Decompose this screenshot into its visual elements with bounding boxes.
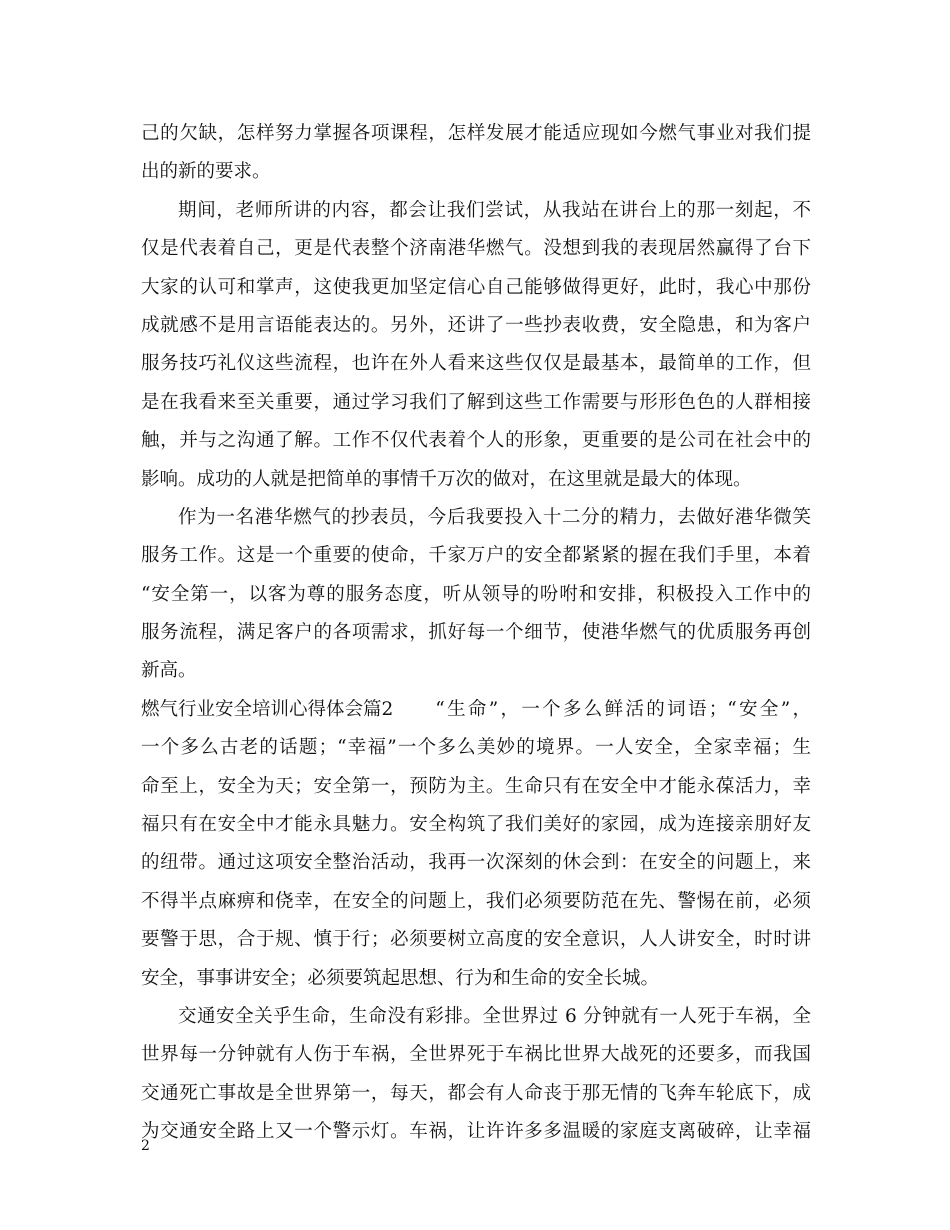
paragraph-2-line-3: 大家的认可和掌声，这使我更加坚定信心自己能够做得更好，此时，我心中那份 (141, 276, 811, 298)
paragraph-3-line-5: 新高。 (141, 660, 197, 682)
paragraph-2-line-7: 触，并与之沟通了解。工作不仅代表着个人的形象，更重要的是公司在社会中的 (141, 430, 811, 452)
section-2-first-line-text: “生命”，一个多么鲜活的词语；“安全”， (435, 698, 811, 720)
paragraph-2-line-5: 服务技巧礼仪这些流程，也许在外人看来这些仅仅是最基本，最简单的工作，但 (141, 353, 811, 375)
paragraph-5-line-1: 交通安全关乎生命，生命没有彩排。全世界过 6 分钟就有一人死于车祸，全 (178, 1005, 811, 1027)
section-2-line-7: 要警于思，合于规、慎于行；必须要树立高度的安全意识，人人讲安全，时时讲 (141, 929, 811, 951)
paragraph-2-line-2: 仅是代表着自己，更是代表整个济南港华燃气。没想到我的表现居然赢得了台下 (141, 238, 811, 260)
page-number: 2 (141, 1138, 150, 1154)
section-2-line-3: 命至上，安全为天；安全第一，预防为主。生命只有在安全中才能永葆活力，幸 (141, 775, 811, 797)
paragraph-2-line-1: 期间，老师所讲的内容，都会让我们尝试，从我站在讲台上的那一刻起，不 (178, 199, 811, 221)
section-2-line-6: 不得半点麻痹和侥幸，在安全的问题上，我们必须要防范在先、警惕在前，必须 (141, 890, 811, 912)
paragraph-2-line-6: 是在我看来至关重要，通过学习我们了解到这些工作需要与形形色色的人群相接 (141, 391, 811, 413)
paragraph-3-line-1: 作为一名港华燃气的抄表员，今后我要投入十二分的精力，去做好港华微笑 (178, 506, 811, 528)
paragraph-5-line-3: 交通死亡事故是全世界第一，每天，都会有人命丧于那无情的飞奔车轮底下，成 (141, 1082, 811, 1104)
section-2-first-line (141, 691, 811, 729)
paragraph-1-line-1: 己的欠缺，怎样努力掌握各项课程，怎样发展才能适应现如今燃气事业对我们提 (141, 123, 811, 144)
paragraph-3-line-4: 服务流程，满足客户的各项需求，抓好每一个细节，使港华燃气的优质服务再创 (141, 622, 811, 644)
paragraph-5-line-2: 世界每一分钟就有人伤于车祸，全世界死于车祸比世界大战死的还要多，而我国 (141, 1044, 811, 1066)
paragraph-5-line-4: 为交通安全路上又一个警示灯。车祸，让许许多多温暖的家庭支离破碎，让幸福 (141, 1121, 811, 1143)
paragraph-1-line-2: 出的新的要求。 (141, 161, 271, 183)
paragraph-3-line-2: 服务工作。这是一个重要的使命，千家万户的安全都紧紧的握在我们手里，本着 (141, 545, 811, 567)
paragraph-2-line-4: 成就感不是用言语能表达的。另外，还讲了一些抄表收费，安全隐患，和为客户 (141, 314, 811, 336)
document-body (141, 115, 811, 1152)
section-2-line-8: 安全，事事讲安全；必须要筑起思想、行为和生命的安全长城。 (141, 967, 660, 989)
paragraph-2-line-8: 影响。成功的人就是把简单的事情千万次的做对，在这里就是最大的体现。 (141, 468, 752, 490)
section-2-line-5: 的纽带。通过这项安全整治活动，我再一次深刻的休会到：在安全的问题上，来 (141, 852, 811, 874)
section-2-line-2: 一个多么古老的话题；“幸福”一个多么美妙的境界。一人安全，全家幸福；生 (141, 737, 811, 759)
paragraph-3-line-3: “安全第一，以客为尊的服务态度，听从领导的吩咐和安排，积极投入工作中的 (141, 583, 811, 605)
section-2-line-4: 福只有在安全中才能永具魅力。安全构筑了我们美好的家园，成为连接亲朋好友 (141, 814, 811, 836)
section-2-heading: 燃气行业安全培训心得体会篇2 (141, 698, 394, 720)
